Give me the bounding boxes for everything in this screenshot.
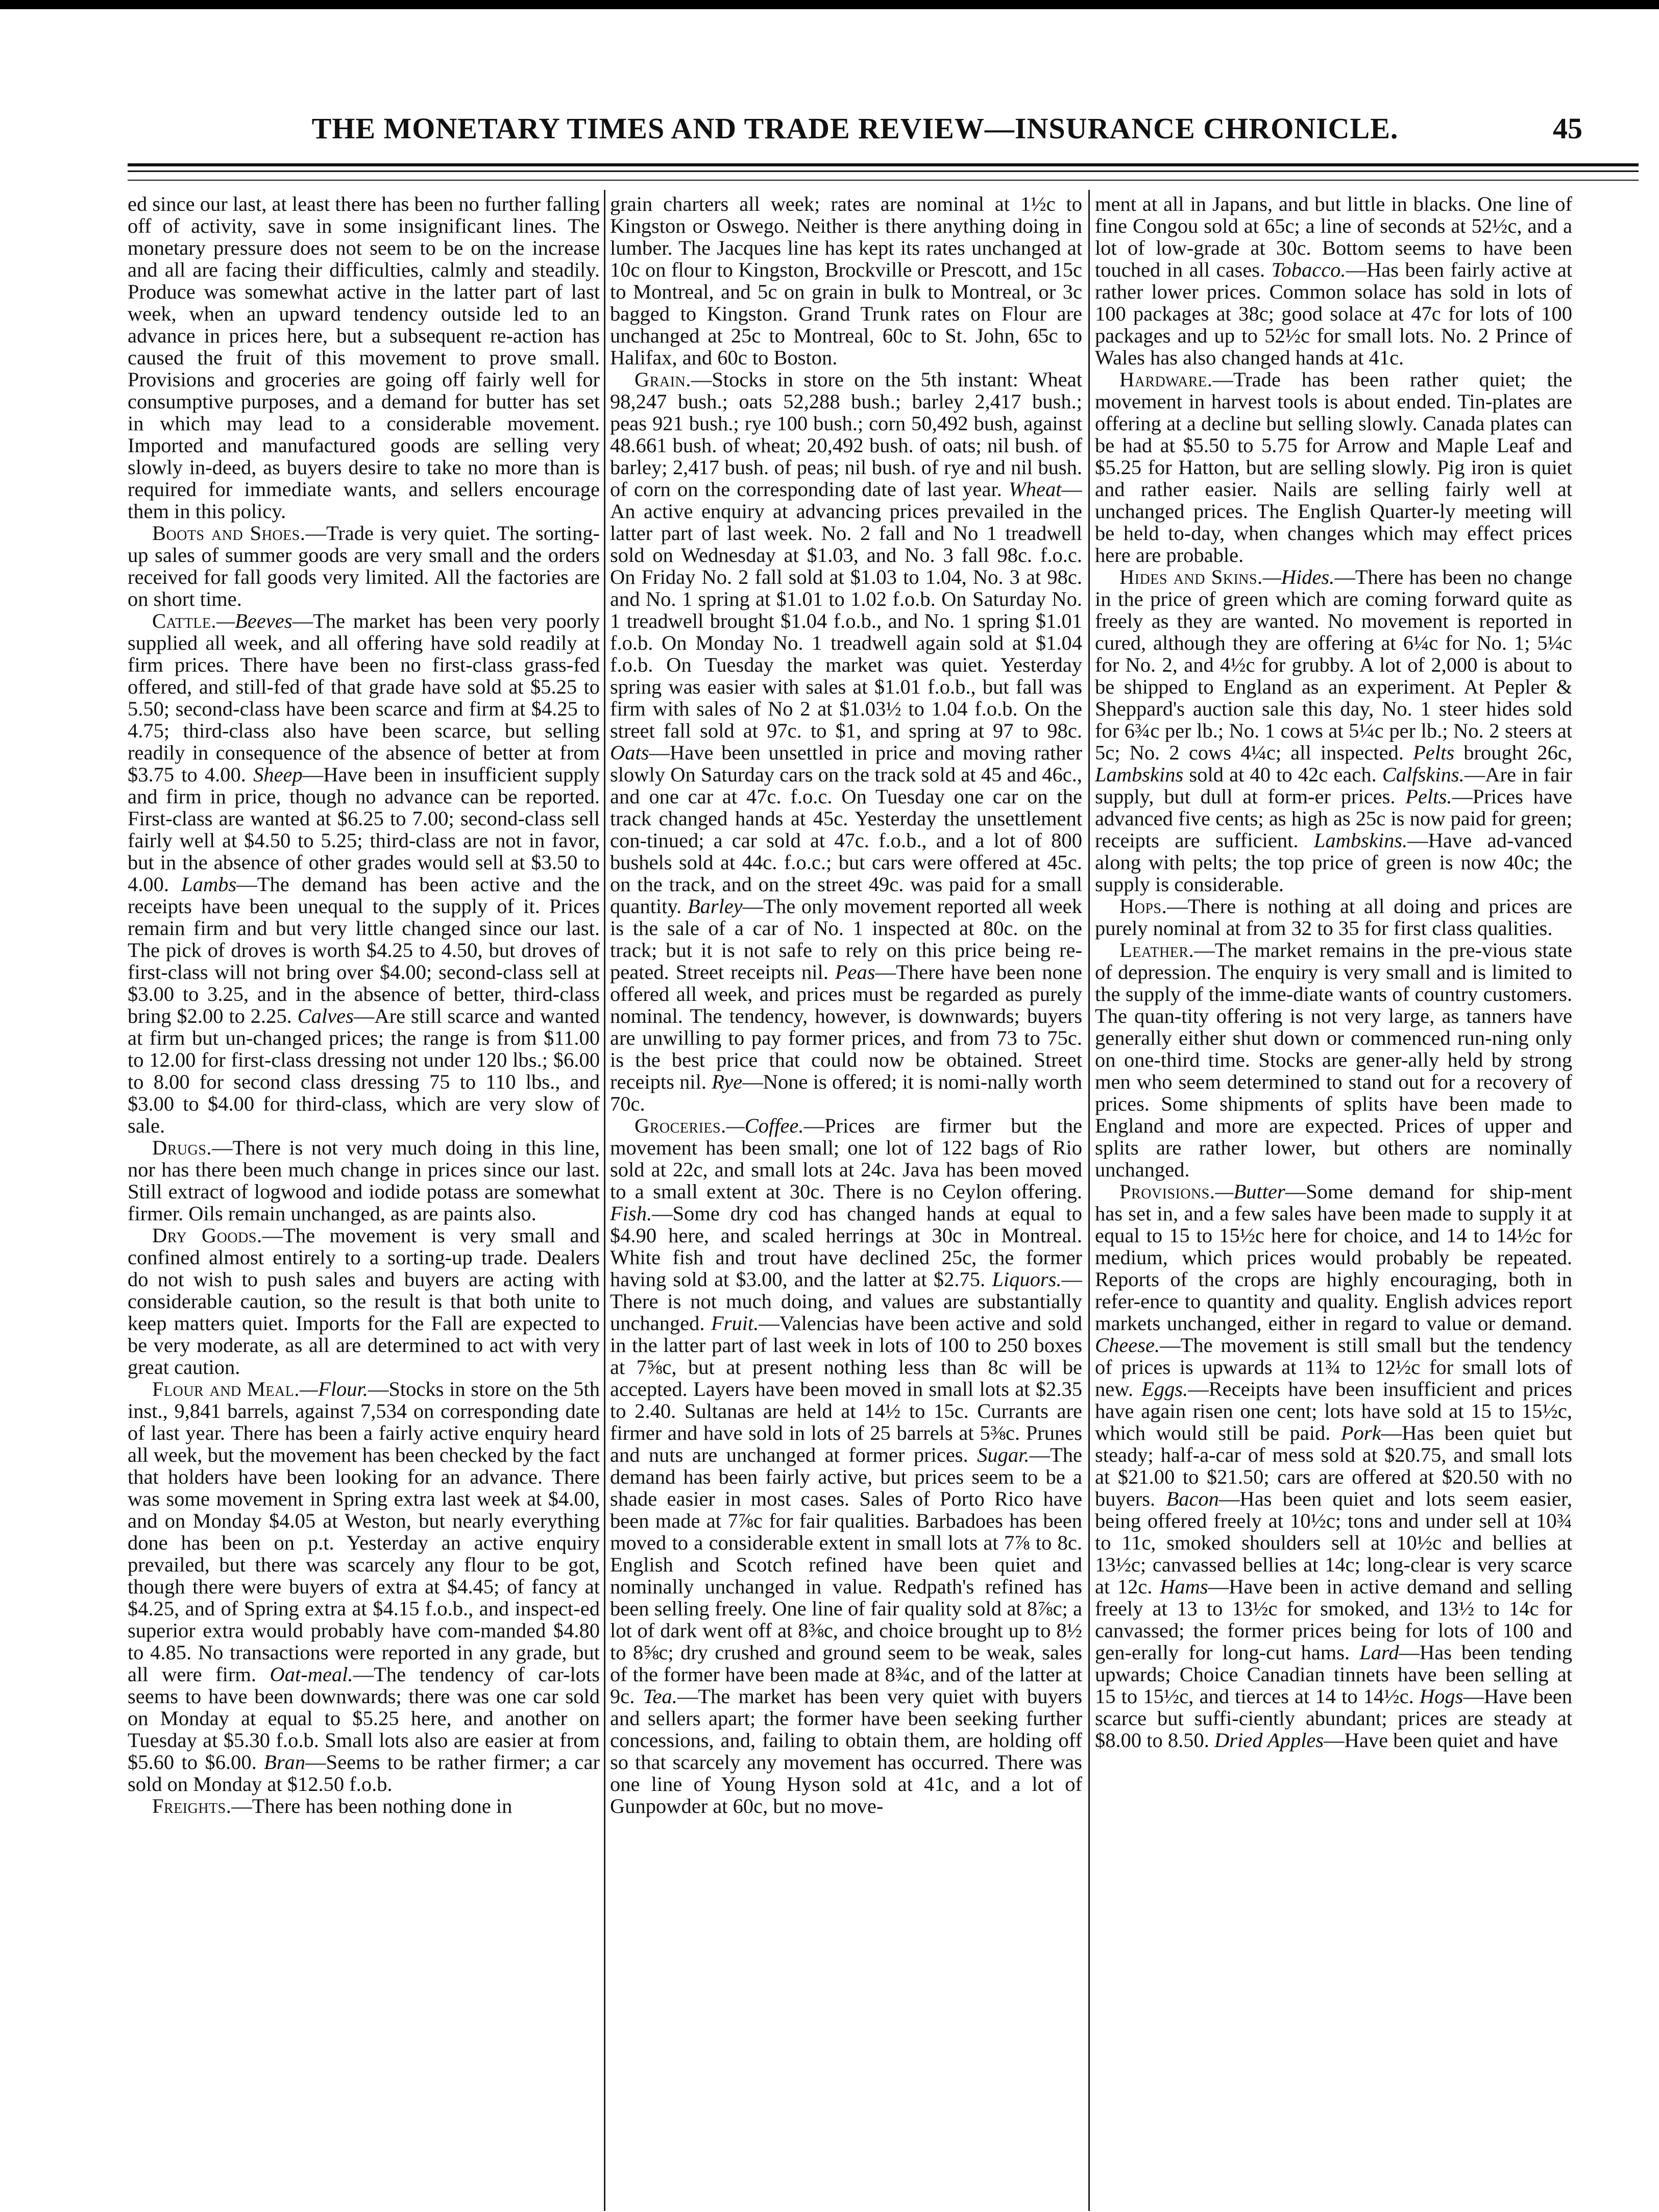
subheading: Liquors. (992, 1268, 1062, 1291)
subheading: Pelts. (1405, 785, 1452, 808)
paragraph-text: —The movement is still small but the tendency of prices is upwards at 11¾ to 12½c for small lots of new. (1095, 1334, 1572, 1400)
paragraph-text: —The market has been very quiet with buyers and sellers apart; the former have been seeking further concessions, and, failing to obtain them, are holding off so that scarcely any movement has occurred. There was one line of Young Hyson sold at 41c, and a lot of Gunpowder at 60c, but no move- (610, 1685, 1082, 1817)
subheading: Pelts (1413, 741, 1455, 764)
section-heading: Flour and Meal. (152, 1378, 300, 1400)
hops-paragraph (1095, 895, 1572, 939)
section-heading: Boots and Shoes. (152, 522, 306, 545)
paragraph-text: —Have been unsettled in price and moving rather slowly On Saturday cars on the track sold at 45 and 46c., and one car at 47c. f.o.c. On Tuesday one car on the track changed hands at 45c. Yesterday the unsettlement con-tinued; a car sold at 47c. f.o.b., and a lot of 800 bushels sold at 44c. f.o.c.; but cars were offered at 45c. on the track, and on the street 49c. was paid for a small quantity. (610, 741, 1082, 918)
subheading: Rye (712, 1070, 743, 1093)
subheading: Sheep (253, 763, 303, 786)
paragraph-text: —Have been in insufficient supply and firm in price, though no advance can be reported. First-class are wanted at $6.25 to 7.00; second-class sell fairly well at $4.50 to 5.25; third-class are not in favor, but in the absence of other grades would sell at $3.50 to 4.00. (128, 763, 600, 896)
section-heading: Freights. (152, 1795, 232, 1817)
section-heading: Leather. (1119, 939, 1194, 962)
paragraph-text: —The only movement reported all week is the sale of a car of No. 1 inspected at 80c. on the track; but it is not safe to rely on this price being re-peated. Street receipts nil. (610, 895, 1082, 984)
paragraph-text: —Some demand for ship-ment has set in, and a few sales have been made to supply it at equal to 15 to 15½c here for choice, and 14 to 14½c for medium, which prices would probably be repeated. Reports of the crops are highly encouraging, both in refer-ence to quantity and quality. English advices report markets unchanged, either in regard to value or demand. (1095, 1180, 1572, 1335)
subheading: Lard (1359, 1641, 1399, 1664)
leather-paragraph (1095, 939, 1572, 1181)
subheading: Oat-meal. (270, 1663, 353, 1686)
page-number: 45 (1553, 112, 1582, 145)
drugs-paragraph (128, 1137, 600, 1224)
subheading: —Beeves (216, 609, 292, 632)
header-rule-medium (128, 170, 1639, 172)
groceries-paragraph (610, 1115, 1082, 1817)
subheading: Eggs. (1141, 1378, 1188, 1400)
paragraph-text: —Stocks in store on the 5th inst., 9,841 barrels, against 7,534 on corresponding date of last year. There has been a fairly active enquiry heard all week, but the movement has been checked by the fact that holders have been looking for an advance. There was some movement in Spring extra last week at $4.00, and on Monday $4.05 at Weston, but nearly everything done has been on p.t. Yesterday an active enquiry prevailed, but there was scarcely any flour to be got, though there were buyers of extra at $4.45; of fancy at $4.25, and of Spring extra at $4.15 f.o.b., and inspect-ed superior extra would probably have com-manded $4.80 to 4.85. No transactions were reported in any grade, but all were firm. (128, 1378, 600, 1686)
subheading: Fruit. (711, 1312, 759, 1335)
subheading: Wheat (1009, 478, 1062, 501)
subheading: —Butter (1215, 1180, 1285, 1203)
paragraph-text: —Has been tending upwards; Choice Canadian tinnets have been selling at 15 to 15½c, and tierces at 14 to 14½c. (1095, 1641, 1572, 1708)
paragraph-text: ment at all in Japans, and but little in blacks. One line of fine Congou sold at 65c; a line of seconds at 52½c, and a lot of low-grade at 30c. Bottom seems to have been touched in all cases. (1095, 193, 1572, 281)
section-heading: Dry Goods. (152, 1224, 262, 1247)
subheading: Peas (835, 961, 875, 984)
grain-paragraph (610, 368, 1082, 1115)
hides-and-skins-paragraph (1095, 566, 1572, 895)
paragraph-text: —Are still scarce and wanted at firm but un-changed prices; the range is from $11.00 to 12.00 for first-class dressing not under 120 lbs.; $6.00 to 8.00 for second class dressing 75 to 110 lbs., and $3.00 to $4.00 for third-class, which are very slow of sale. (128, 1004, 600, 1137)
subheading: —Coffee. (726, 1114, 804, 1137)
paragraph-text: —The market remains in the pre-vious state of depression. The enquiry is very small and is limited to the supply of the imme-diate wants of country customers. The quan-tity offering is not very large, as tanners have generally either shut down or commenced run-ning only on one-third time. Stocks are gener-ally held by strong men who seem determined to stand out for a recovery of prices. Some shipments of splits have been made to England and more are expected. Prices of upper and splits are rather lower, but others are nominally unchanged. (1095, 939, 1572, 1181)
dry-goods-paragraph (128, 1224, 600, 1378)
subheading: Calfskins. (1382, 763, 1465, 786)
hardware-paragraph (1095, 368, 1572, 566)
page-header (128, 111, 1582, 157)
section-heading: Groceries. (635, 1114, 726, 1137)
paragraph-text: —The movement is very small and confined almost entirely to a sorting-up trade. Dealers do not wish to push sales and buyers are acting with considerable caution, so the result is that both unite to keep matters quiet. Imports for the Fall are expected to be very moderate, as all are determined to act with very great caution. (128, 1224, 600, 1379)
subheading: —Flour. (299, 1378, 368, 1400)
paragraph-text: —There have been none offered all week, and prices must be regarded as purely nominal. The tendency, however, is downwards; buyers are unwilling to pay former prices, and from 73 to 75c. is the best price that could now be obtained. Street receipts nil. (610, 961, 1082, 1093)
paragraph-text: —Have been scarce but suffi-ciently abundant; prices are steady at $8.00 to 8.50. (1095, 1685, 1572, 1752)
header-rule-thin (128, 180, 1639, 181)
paragraph-text: brought 26c, (1463, 741, 1572, 764)
paragraph-text: —The demand has been fairly active, but prices seem to be a shade easier in most cases. Sales of Porto Rico have been made at 7⅞c for fair qualities. Barbadoes has been moved to a considerable extent in small lots at 7⅞ to 8c. English and Scotch refined have been quiet and nominally unchanged in value. Redpath's refined has been selling freely. One line of fair quality sold at 8⅞c; a lot of dark went off at 8⅜c, and choice brought up to 8½ to 8⅝c; dry crushed and ground seem to be weak, sales of the former have been made at 8¾c, and of the latter at 9c. (610, 1443, 1082, 1708)
subheading: Calves (297, 1004, 354, 1027)
subheading: Bran (264, 1751, 306, 1774)
paragraph-text: —Have been in active demand and selling freely at 13 to 13½c for smoked, and 13½ to 14c for canvassed; the former prices being for lots of 100 and gen-erally for long-cut hams. (1095, 1575, 1572, 1664)
paragraph-text: —Trade has been rather quiet; the movement in harvest tools is about ended. Tin-plates are offering at a decline but selling slowly. Canada plates can be had at $5.50 to 5.75 for Arrow and Maple Leaf and $5.25 for Hatton, but are selling slowly. Pig iron is quiet and rather easier. Nails are selling fairly well at unchanged prices. The English Quarter-ly meeting will be held to-day, when changes which may effect prices here are probable. (1095, 368, 1572, 567)
paragraph-text: —There is nothing at all doing and prices are purely nominal at from 32 to 35 for first class qualities. (1095, 895, 1572, 940)
section-heading: Provisions. (1119, 1180, 1215, 1203)
paragraph-text: —The tendency of car-lots seems to have been downwards; there was one car sold on Monday at equal to $5.25 here, and another on Tuesday at $5.30 f.o.b. Small lots also are easier at from $5.60 to $6.00. (128, 1663, 600, 1774)
paragraph-text: —None is offered; it is nomi-nally worth 70c. (610, 1070, 1082, 1115)
freights-continued-paragraph: grain charters all week; rates are nominal at 1½c to Kingston or Oswego. Neither is there anything doing in lumber. The Jacques line has kept its rates unchanged at 10c on flour to Kingston, Brockville or Prescott, and 15c to Montreal, and 5c on grain in bulk to Montreal, or 3c bagged to Kingston. Grand Trunk rates on Flour are unchanged at 25c to Montreal, 60c to St. John, 65c to Halifax, and 60c to Boston. (610, 193, 1082, 369)
column-3 (1095, 193, 1572, 2173)
subheading: Tea. (643, 1685, 677, 1708)
paragraph-text: —Stocks in store on the 5th instant: Wheat 98,247 bush.; oats 52,288 bush.; barley 2,417 bush.; peas 921 bush.; rye 100 bush.; corn 50,492 bush, against 48.661 bush. of wheat; 20,492 bush. of oats; nil bush. of barley; 2,417 bush. of peas; nil bush. of rye and nil bush. of corn on the corresponding date of last year. (610, 368, 1082, 501)
section-heading: Grain. (635, 368, 691, 391)
header-rule-thick (128, 163, 1639, 166)
subheading: Dried Apples (1214, 1729, 1324, 1752)
subheading: Fish. (610, 1202, 652, 1225)
paragraph-text: —Has been quiet and lots seem easier, being offered freely at 10½c; tons and under sell at 10¾ to 11c, smoked shoulders sell at 10½c and bellies at 13½c; canvassed bellies at 14c; long-clear is very scarce at 12c. (1095, 1487, 1572, 1598)
paragraph-text: —There is not much doing, and values are substantially unchanged. (610, 1268, 1082, 1335)
intro-paragraph: ed since our last, at least there has been no further falling off of activity, save in some insignificant lines. The monetary pressure does not seem to be on the increase and all are facing their difficulties, calmly and steadily. Produce was somewhat active in the latter part of last week, when an upward tendency outside led to an advance in prices here, but a subsequent re-action has caused the fruit of this movement to prove small. Provisions and groceries are going off fairly well for consumptive purposes, and a demand for butter has set in which may lead to a considerable movement. Imported and manufactured goods are selling very slowly in-deed, as buyers desire to take no more than is required for immediate wants, and sellers encourage them in this policy. (128, 193, 600, 523)
section-heading: Cattle. (152, 609, 217, 632)
column-divider-2 (1088, 190, 1090, 2211)
section-heading: Hides and Skins. (1119, 566, 1263, 588)
paragraph-text: —Receipts have been insufficient and prices have again risen one cent; lots have sold at 15 to 15½c, which would still be paid. (1095, 1378, 1572, 1444)
subheading: Hams (1160, 1575, 1208, 1598)
subheading: Tobacco. (1271, 258, 1346, 281)
subheading: Lambs (181, 873, 237, 896)
section-heading: Hops. (1119, 895, 1167, 918)
boots-and-shoes-paragraph (128, 522, 600, 610)
paragraph-text: —The demand has been active and the receipts have been unequal to the supply of it. Prices remain firm and but very little changed since our last. The pick of droves is worth $4.25 to 4.50, but droves of first-class will not bring over $4.00; second-class sell at $3.00 to 3.25, and in the absence of better, third-class bring $2.00 to 2.25. (128, 873, 600, 1027)
page-title: THE MONETARY TIMES AND TRADE REVIEW—INSURANCE CHRONICLE. (311, 112, 1399, 145)
section-heading: Drugs. (152, 1136, 212, 1159)
paragraph-text: —Trade is very quiet. The sorting-up sales of summer goods are very small and the orders received for fall goods very limited. All the factories are on short time. (128, 522, 600, 610)
subheading: Lambskins (1095, 763, 1184, 786)
subheading: Bacon (1166, 1487, 1219, 1510)
column-divider-1 (604, 190, 605, 2211)
paragraph-text: —Have ad-vanced along with pelts; the top price of green is now 40c; the supply is considerable. (1095, 829, 1572, 896)
paragraph-text: —The market has been very poorly supplied all week, and all offering have sold readily at firm prices. There have been no first-class grass-fed offered, and still-fed of that grade have sold at $5.25 to 5.50; second-class have been scarce and firm at $4.25 to 4.75; third-class also have been scarce, but selling readily in consequence of the absence of better at from $3.75 to 4.00. (128, 609, 600, 786)
paragraph-text: —Has been quiet but steady; half-a-car of mess sold at $20.75, and small lots at $21.00 to $21.50; cars are offered at $20.50 with no buyers. (1095, 1421, 1572, 1510)
paragraph-text: —Seems to be rather firmer; a car sold on Monday at $12.50 f.o.b. (128, 1751, 600, 1796)
subheading: Lambskins. (1313, 829, 1408, 852)
paragraph-text: —There is not very much doing in this line, nor has there been much change in prices since our last. Still extract of logwood and iodide potass are somewhat firmer. Oils remain unchanged, as are paints also. (128, 1136, 600, 1225)
paragraph-text: —An active enquiry at advancing prices prevailed in the latter part of last week. No. 2 fall and No 1 treadwell sold on Wednesday at $1.03, and No. 3 fall 98c. f.o.c. On Friday No. 2 fall sold at $1.03 to 1.04, No. 3 at 98c. and No. 1 spring at $1.01 to 1.02 f.o.b. On Saturday No. 1 treadwell brought $1.04 f.o.b., and No. 1 spring $1.01 f.o.b. On Monday No. 1 treadwell again sold at $1.04 f.o.b. On Tuesday the market was quiet. Yesterday spring was easier with sales at $1.01 f.o.b., but fall was firm with sales of No 2 at $1.03½ to 1.04 f.o.b. On the street fall sold at 97c. to $1, and spring at 97 to 98c. (610, 478, 1082, 742)
flour-and-meal-paragraph (128, 1378, 600, 1795)
subheading: Sugar. (977, 1443, 1030, 1466)
provisions-paragraph (1095, 1181, 1572, 1751)
paragraph-text: —Has been fairly active at rather lower prices. Common solace has sold in lots of 100 packages at 38c; good solace at 47c for lots of 100 packages and up to 52½c for small lots. No. 2 Prince of Wales has also changed hands at 41c. (1095, 258, 1572, 369)
paragraph-text: —Have been quiet and have (1324, 1729, 1558, 1752)
subheading: Hogs (1419, 1685, 1463, 1708)
cattle-paragraph (128, 610, 600, 1137)
paragraph-text: —Are in fair supply, but dull at form-er prices. (1095, 763, 1572, 808)
paragraph-text: —Prices have advanced five cents; as high as 25c is now paid for green; receipts are sufficient. (1095, 785, 1572, 852)
column-2 (610, 193, 1082, 2173)
paragraph-text: —There has been nothing done in (231, 1795, 513, 1817)
paragraph-text: —Valencias have been active and sold in the latter part of last week in lots of 100 to 250 boxes at 7⅝c, but at present nothing less than 8c will be accepted. Layers have been moved in small lots at $2.35 to 2.40. Sultanas are held at 14½ to 15c. Currants are firmer and have sold in lots of 25 barrels at 5⅜c. Prunes and nuts are unchanged at former prices. (610, 1312, 1082, 1466)
section-heading: Hardware. (1119, 368, 1213, 391)
top-edge-bar (0, 0, 1659, 9)
subheading: Cheese. (1095, 1334, 1160, 1357)
paragraph-text: —There has been no change in the price of green which are coming forward quite as freely as they are wanted. No movement is reported in cured, although they are offering at 6¼c for No. 1; 5¼c for No. 2, and 4½c for grubby. A lot of 2,000 is about to be shipped to England as an experiment. At Pepler & Sheppard's auction sale this day, No. 1 steer hides sold for 6¾c per lb.; No. 1 cows at 5¼c per lb.; No. 2 steers at 5c; No. 2 cows 4¼c; all inspected. (1095, 566, 1572, 764)
paragraph-text: —Some dry cod has changed hands at equal to $4.90 here, and scaled herrings at 30c in Montreal. White fish and trout have declined 25c, the former having sold at $3.00, and the latter at $2.75. (610, 1202, 1082, 1291)
freights-paragraph (128, 1795, 600, 1817)
paragraph-text: sold at 40 to 42c each. (1189, 763, 1377, 786)
paragraph-text: —Prices are firmer but the movement has been small; one lot of 122 bags of Rio sold at 22c, and small lots at 24c. Java has been moved to a small extent at 30c. There is no Ceylon offering. (610, 1114, 1082, 1203)
subheading: Oats (610, 741, 649, 764)
subheading: —Hides. (1262, 566, 1335, 588)
subheading: Barley (687, 895, 743, 918)
column-1 (128, 193, 600, 2173)
tea-continued-paragraph (1095, 193, 1572, 368)
subheading: Pork (1340, 1421, 1381, 1444)
